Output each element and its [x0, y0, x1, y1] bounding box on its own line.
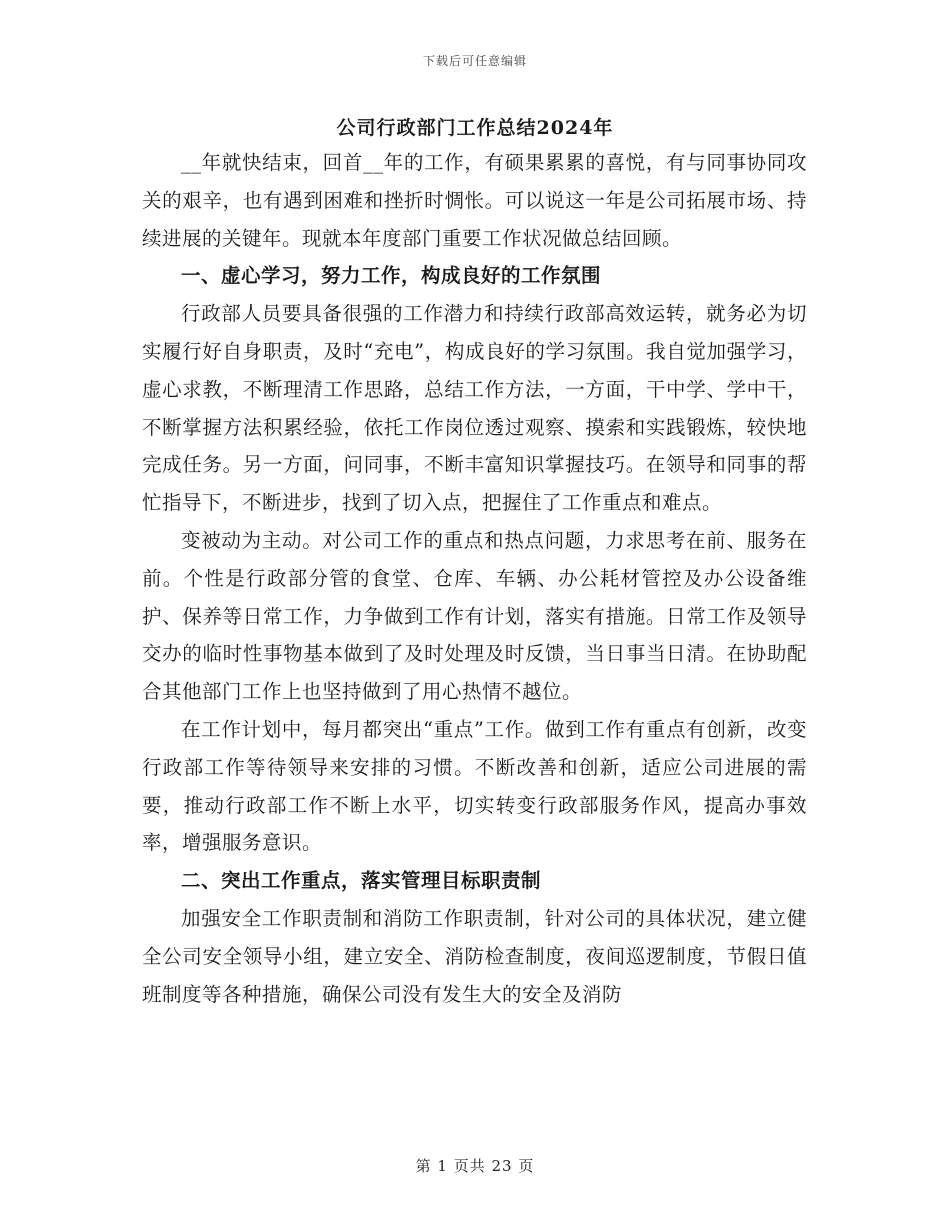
- section1-paragraph: 行政部人员要具备很强的工作潜力和持续行政部高效运转，就务必为切实履行好自身职责，及时“充电”，构成良好的学习氛围。我自觉加强学习，虚心求教，不断理清工作思路，总结工作方法，一方面，干中学、学中干，不断掌握方法积累经验，依托工作岗位透过观察、摸索和实践锻炼，较快地完成任务。另一方面，问同事，不断丰富知识掌握技巧。在领导和同事的帮忙指导下，不断进步，找到了切入点，把握住了工作重点和难点。: [142, 302, 807, 515]
- section-heading-1: 一、虚心学习，努力工作，构成良好的工作氛围: [181, 264, 602, 288]
- page-header-note: 下载后可任意编辑: [422, 54, 527, 68]
- document-title: 公司行政部门工作总结2024年: [336, 117, 614, 139]
- document-body: [142, 144, 807, 1013]
- section1-paragraph: 变被动为主动。对公司工作的重点和热点问题，力求思考在前、服务在前。个性是行政部分管的食堂、仓库、车辆、办公耗材管控及办公设备维护、保养等日常工作，力争做到工作有计划，落实有措施。日常工作及领导交办的临时性事物基本做到了及时处理及时反馈，当日事当日清。在协助配合其他部门工作上也坚持做到了用心热情不越位。: [142, 528, 807, 704]
- intro-paragraph: __年就快结束，回首__年的工作，有硕果累累的喜悦，有与同事协同攻关的艰辛，也有遇到困难和挫折时惆怅。可以说这一年是公司拓展市场、持续进展的关键年。现就本年度部门重要工作状况做总结回顾。: [142, 151, 807, 250]
- section2-paragraph: 加强安全工作职责制和消防工作职责制，针对公司的具体状况，建立健全公司安全领导小组，建立安全、消防检查制度，夜间巡逻制度，节假日值班制度等各种措施，确保公司没有发生大的安全及消防: [142, 906, 807, 1006]
- section1-paragraph: 在工作计划中，每月都突出“重点”工作。做到工作有重点有创新，改变行政部工作等待领导来安排的习惯。不断改善和创新，适应公司进展的需要，推动行政部工作不断上水平，切实转变行政部服务作风，提高办事效率，增强服务意识。: [142, 717, 807, 855]
- page-number: 第 1 页共 23 页: [415, 1157, 535, 1175]
- section-heading-2: 二、突出工作重点，落实管理目标职责制: [181, 869, 542, 893]
